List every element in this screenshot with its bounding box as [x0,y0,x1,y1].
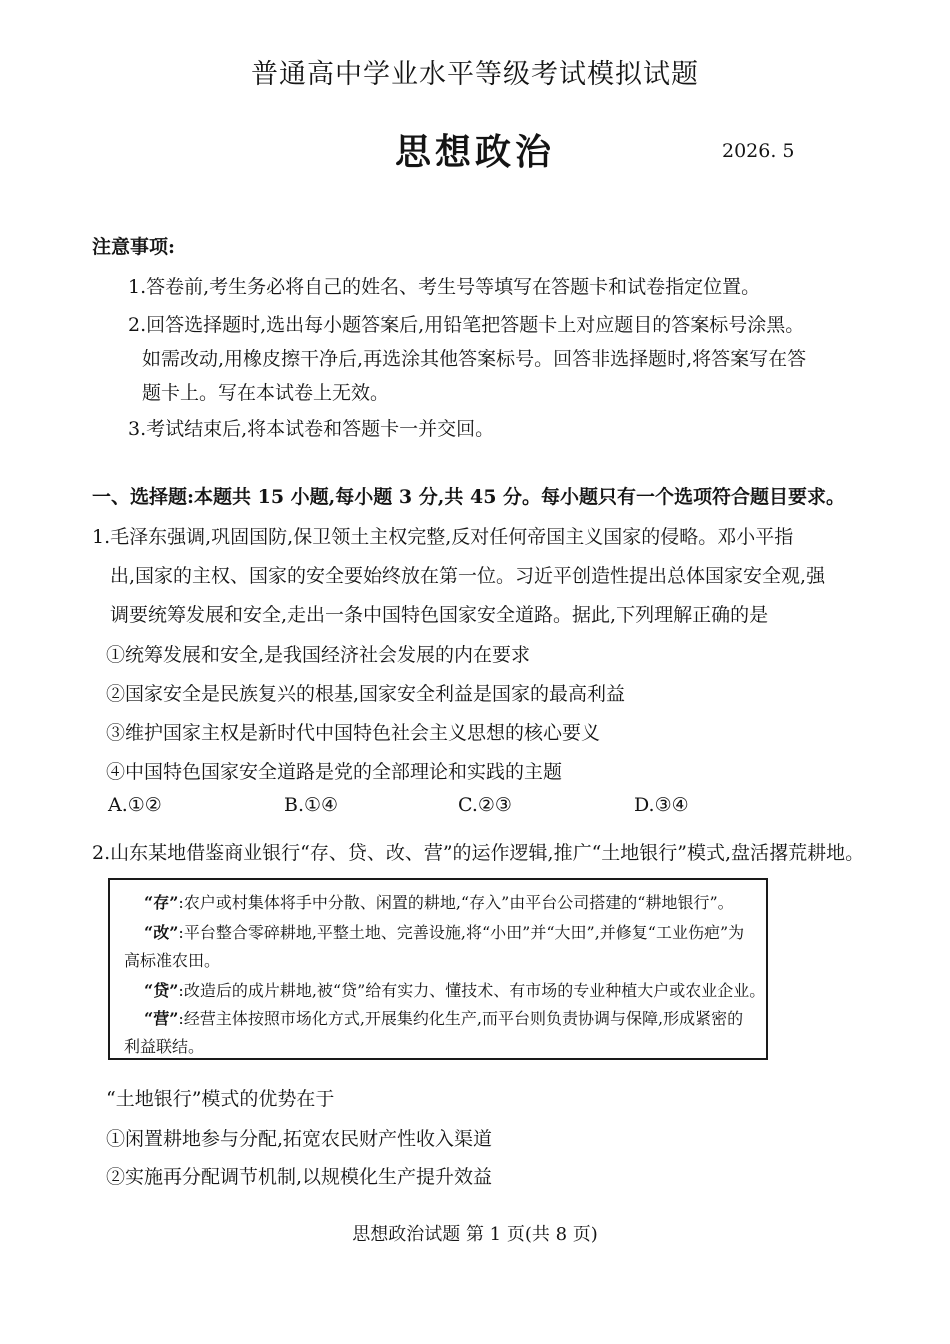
q2-statement: ①闲置耕地参与分配,拓宽农民财产性收入渠道 [106,1128,493,1150]
material-gai-text: :平台整合零碎耕地,平整土地、完善设施,将“小田”并“大田”,并修复“工业伤疤”为 [178,923,745,942]
page-footer: 思想政治试题 第 1 页(共 8 页) [352,1224,598,1245]
q1-statement: ④中国特色国家安全道路是党的全部理论和实践的主题 [106,761,563,783]
notice-item: 题卡上。写在本试卷上无效。 [142,382,390,404]
exam-date: 2026. 5 [722,140,795,162]
material-dai-label: “贷” [144,981,179,1000]
q1-option-a: A.①② [108,794,162,816]
q1-statement: ③维护国家主权是新时代中国特色社会主义思想的核心要义 [106,722,601,744]
material-cun-label: “存” [144,893,179,912]
q2-stem: 2.山东某地借鉴商业银行“存、贷、改、营”的运作逻辑,推广“土地银行”模式,盘活撂荒耕地。 [92,842,865,864]
q1-stem-line: 调要统筹发展和安全,走出一条中国特色国家安全道路。据此,下列理解正确的是 [110,604,769,626]
notice-item: 如需改动,用橡皮擦干净后,再选涂其他答案标号。回答非选择题时,将答案写在答 [142,348,807,370]
material-dai-text: :改造后的成片耕地,被“贷”给有实力、懂技术、有市场的专业种植大户或农业企业。 [178,981,766,1000]
q2-question: “土地银行”模式的优势在于 [106,1088,335,1110]
material-ying-cont: 利益联结。 [124,1037,205,1056]
q1-option-c: C.②③ [458,794,512,816]
q1-option-d: D.③④ [634,794,689,816]
section-heading: 一、选择题:本题共 15 小题,每小题 3 分,共 45 分。每小题只有一个选项符合题目要求。 [92,486,846,508]
exam-title: 普通高中学业水平等级考试模拟试题 [251,59,699,90]
subject-title: 思想政治 [394,131,555,173]
q1-stem-line: 1.毛泽东强调,巩固国防,保卫领土主权完整,反对任何帝国主义国家的侵略。邓小平指 [92,526,794,548]
q2-material-box [108,878,768,1060]
material-ying-text: :经营主体按照市场化方式,开展集约化生产,而平台则负责协调与保障,形成紧密的 [178,1009,744,1028]
q1-option-b: B.①④ [284,794,339,816]
q1-stem-line: 出,国家的主权、国家的安全要始终放在第一位。习近平创造性提出总体国家安全观,强 [110,565,826,587]
material-cun [144,890,734,913]
material-gai [144,920,744,943]
notice-item: 2.回答选择题时,选出每小题答案后,用铅笔把答题卡上对应题目的答案标号涂黑。 [128,314,805,336]
q1-statement: ①统筹发展和安全,是我国经济社会发展的内在要求 [106,644,531,666]
material-ying-label: “营” [144,1009,179,1028]
material-cun-text: :农户或村集体将手中分散、闲置的耕地,“存入”由平台公司搭建的“耕地银行”。 [178,893,734,912]
notice-item: 3.考试结束后,将本试卷和答题卡一并交回。 [128,418,495,440]
notice-item: 1.答卷前,考生务必将自己的姓名、考生号等填写在答题卡和试卷指定位置。 [128,276,761,298]
q1-statement: ②国家安全是民族复兴的根基,国家安全利益是国家的最高利益 [106,683,626,705]
notice-heading: 注意事项: [92,236,176,258]
material-gai-cont: 高标准农田。 [124,951,221,970]
material-dai [144,978,765,1001]
q2-statement: ②实施再分配调节机制,以规模化生产提升效益 [106,1166,493,1188]
material-gai-label: “改” [144,923,179,942]
material-ying [144,1006,743,1029]
